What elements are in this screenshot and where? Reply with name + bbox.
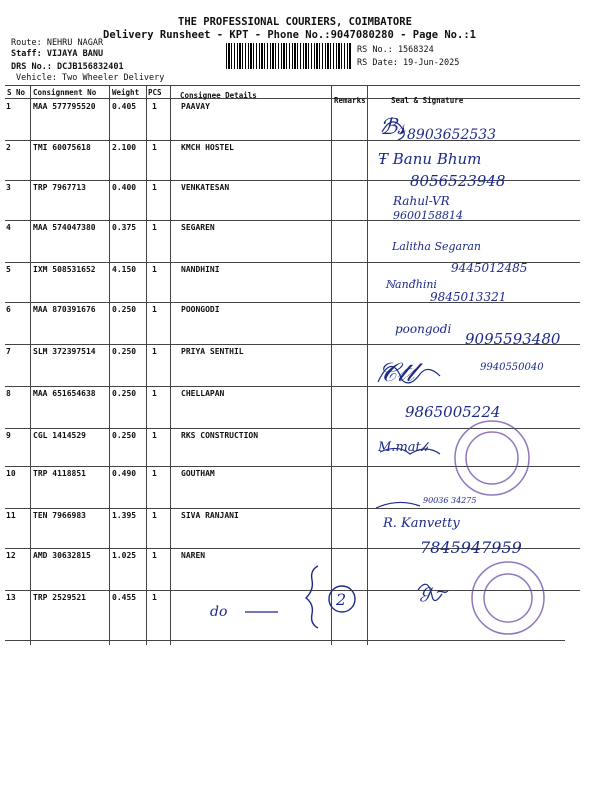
- hand-phone-3: 9600158814: [393, 209, 463, 222]
- cell-consignee: NAREN: [181, 551, 206, 560]
- cell-sno: 8: [6, 389, 11, 398]
- route-label: Route: NEHRU NAGAR: [11, 38, 104, 48]
- cell-consignee: RKS CONSTRUCTION: [181, 431, 259, 440]
- cell-consignment: TRP 2529521: [33, 593, 86, 602]
- cell-pcs: 1: [152, 389, 157, 398]
- cell-pcs: 1: [152, 551, 157, 560]
- cell-weight: 0.250: [112, 431, 137, 440]
- hand-name-4: Lalitha Segaran: [392, 240, 482, 253]
- brace-number: 2: [336, 590, 347, 609]
- cell-consignment: SLM 372397514: [33, 347, 96, 356]
- cell-pcs: 1: [152, 102, 157, 111]
- hand-name-6: poongodi: [395, 322, 452, 336]
- cell-consignee: POONGODI: [181, 305, 220, 314]
- cell-weight: 0.250: [112, 347, 137, 356]
- cell-consignment: TEN 7966983: [33, 511, 86, 520]
- cell-consignment: TMI 60075618: [33, 143, 91, 152]
- cell-weight: 4.150: [112, 265, 137, 274]
- stamp-construction: [455, 421, 529, 495]
- cell-sno: 4: [6, 223, 11, 232]
- cell-weight: 0.250: [112, 305, 137, 314]
- runsheet-title: Delivery Runsheet - KPT - Phone No.:9047080280 - Page No.:1: [103, 29, 476, 41]
- col-consignment: Consignment No: [33, 88, 97, 97]
- signature-13: ℊ~: [417, 581, 451, 602]
- cell-consignee: GOUTHAM: [181, 469, 215, 478]
- cell-consignment: MAA 577795520: [33, 102, 96, 111]
- cell-pcs: 1: [152, 431, 157, 440]
- cell-consignment: MAA 574047380: [33, 223, 96, 232]
- cell-consignee: KMCH HOSTEL: [181, 143, 234, 152]
- hand-phone-7: 9940550040: [480, 362, 544, 373]
- cell-pcs: 1: [152, 223, 157, 232]
- cell-sno: 9: [6, 431, 11, 440]
- cell-consignee: VENKATESAN: [181, 183, 230, 192]
- cell-weight: 0.250: [112, 389, 137, 398]
- cell-consignment: MAA 870391676: [33, 305, 96, 314]
- cell-sno: 11: [6, 511, 16, 520]
- cell-sno: 6: [6, 305, 11, 314]
- cell-weight: 0.375: [112, 223, 137, 232]
- hand-phone-11: 7845947959: [420, 538, 522, 557]
- cell-consignment: TRP 7967713: [33, 183, 86, 192]
- col-seal: Seal & Signature: [391, 96, 464, 105]
- rs-number: RS No.: 1568324: [357, 45, 434, 55]
- signature-2: Ŧ Banu Bhum: [378, 150, 482, 168]
- hand-phone-6: 9095593480: [465, 330, 561, 348]
- cell-pcs: 1: [152, 265, 157, 274]
- hand-name-3: Rahul-VR: [393, 194, 450, 208]
- cell-sno: 2: [6, 143, 11, 152]
- hand-phone-1: 8903652533: [407, 127, 497, 143]
- cell-pcs: 1: [152, 469, 157, 478]
- ditto-mark: do: [210, 604, 228, 620]
- cell-pcs: 1: [152, 305, 157, 314]
- col-consignee: Consignee Details: [180, 91, 257, 100]
- cell-weight: 0.400: [112, 183, 137, 192]
- hand-phone-4: 9445012485: [451, 261, 528, 275]
- cell-consignment: AMD 30632815: [33, 551, 91, 560]
- cell-pcs: 1: [152, 593, 157, 602]
- cell-weight: 1.025: [112, 551, 137, 560]
- cell-sno: 10: [6, 469, 16, 478]
- company-name: THE PROFESSIONAL COURIERS, COIMBATORE: [178, 16, 412, 28]
- signature-5: ℕanđhini: [385, 278, 437, 291]
- cell-pcs: 1: [152, 143, 157, 152]
- brace-mark: [306, 566, 355, 628]
- hand-phone-2: 8056523948: [410, 172, 506, 190]
- signature-1: ℬ𝓈: [380, 115, 406, 140]
- cell-consignment: CGL 1414529: [33, 431, 86, 440]
- col-pcs: PCS: [148, 88, 162, 97]
- cell-pcs: 1: [152, 183, 157, 192]
- hand-phone-5: 9845013321: [430, 290, 507, 304]
- cell-sno: 5: [6, 265, 11, 274]
- cell-sno: 7: [6, 347, 11, 356]
- cell-consignee: NANDHINI: [181, 265, 220, 274]
- signature-9: M.mat𝒽: [378, 440, 429, 455]
- cell-weight: 2.100: [112, 143, 137, 152]
- cell-consignee: SEGAREN: [181, 223, 215, 232]
- cell-weight: 1.395: [112, 511, 137, 520]
- stamp-engineering: [472, 562, 544, 634]
- staff-label: Staff: VIJAYA BANU: [11, 49, 104, 59]
- cell-sno: 3: [6, 183, 11, 192]
- cell-weight: 0.455: [112, 593, 137, 602]
- cell-sno: 1: [6, 102, 11, 111]
- rs-date: RS Date: 19-Jun-2025: [357, 58, 460, 68]
- col-sno: S No: [7, 88, 26, 97]
- cell-pcs: 1: [152, 347, 157, 356]
- signature-strokes: [376, 122, 442, 601]
- cell-pcs: 1: [152, 511, 157, 520]
- hand-num-11: 90036 34275: [423, 496, 477, 505]
- cell-consignment: IXM 508531652: [33, 265, 96, 274]
- cell-consignment: MAA 651654638: [33, 389, 96, 398]
- col-remarks: Remarks: [334, 96, 366, 105]
- cell-sno: 13: [6, 593, 16, 602]
- vehicle-label: Vehicle: Two Wheeler Delivery: [16, 73, 165, 83]
- hand-name-11: R. Kanvetty: [383, 516, 460, 531]
- hand-phone-8: 9865005224: [405, 403, 501, 421]
- drs-label: DRS No.: DCJB156832401: [11, 62, 124, 72]
- signature-7: 𝒞𝓉𝓁: [378, 358, 415, 388]
- col-weight: Weight: [112, 88, 140, 97]
- cell-weight: 0.490: [112, 469, 137, 478]
- cell-consignee: CHELLAPAN: [181, 389, 225, 398]
- cell-consignee: PRIYA SENTHIL: [181, 347, 244, 356]
- cell-consignee: PAAVAY: [181, 102, 210, 111]
- cell-consignee: SIVA RANJANI: [181, 511, 239, 520]
- cell-weight: 0.405: [112, 102, 137, 111]
- cell-sno: 12: [6, 551, 16, 560]
- cell-consignment: TRP 4118851: [33, 469, 86, 478]
